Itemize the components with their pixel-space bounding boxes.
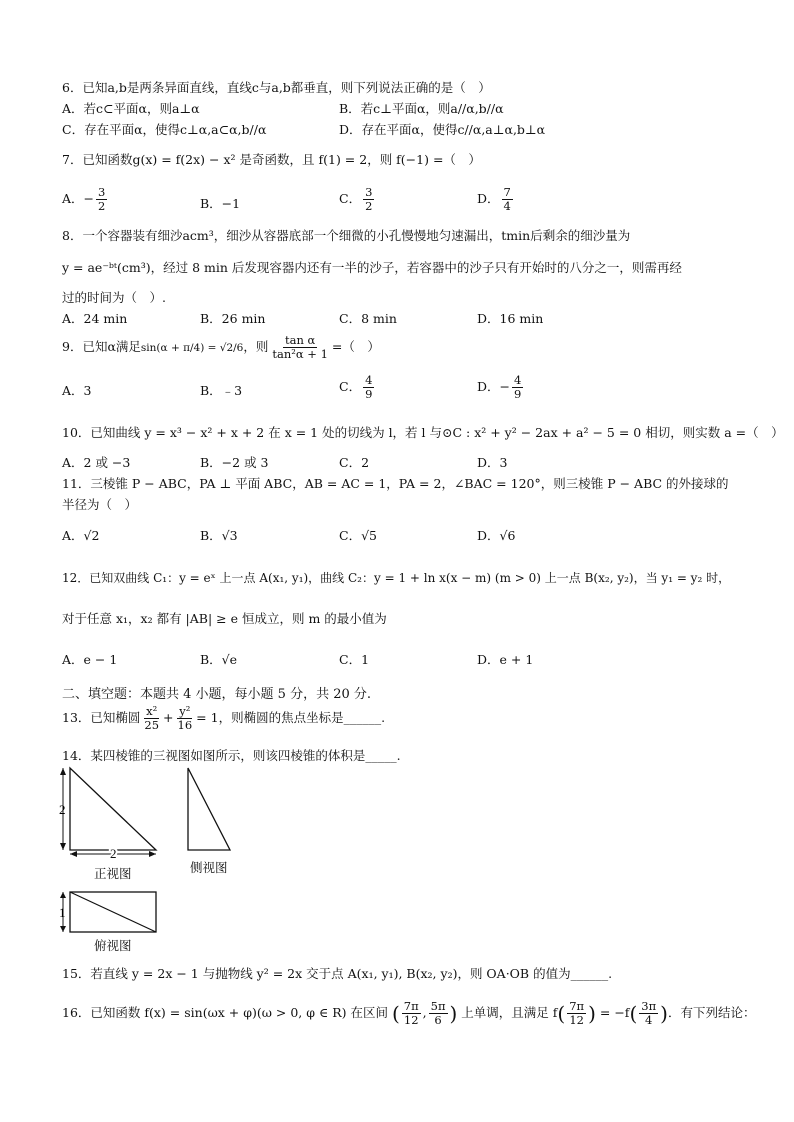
q10-option-a: A．2 或 −3 <box>62 455 131 470</box>
side-view-caption: 侧视图 <box>190 860 228 875</box>
q6-stem: 6．已知a,b是两条异面直线，直线c与a,b都垂直，则下列说法正确的是（ ） <box>62 80 491 95</box>
top-view-diagram <box>58 888 162 938</box>
q8-line3: 过的时间为（ ）. <box>62 290 166 305</box>
q11-option-d: D．√6 <box>477 528 516 543</box>
q8-stem: 8．一个容器装有细沙acm³，细沙从容器底部一个细微的小孔慢慢地匀速漏出，tmin后剩余的细沙量为 <box>62 228 631 243</box>
top-depth-label: 1 <box>59 905 66 920</box>
q9-option-b: B．﹣3 <box>200 383 243 398</box>
q12-option-a: A．e − 1 <box>62 652 118 667</box>
q6-option-d: D．存在平面α，使得c//α,a⊥α,b⊥α <box>339 122 546 137</box>
q8-option-c: C．8 min <box>339 311 397 326</box>
q7-option-d: D． $\frac{7}{4}$ <box>477 185 511 213</box>
q16-stem: 16．已知函数 f(x) = sin(ωx + φ)(ω > 0, φ ∈ R) 在区间 ( $\frac{7\pi}{12}$ , $\frac{5\pi}{6}$ ) 上单调，且满足 f( $\frac{7\pi}{12}$ ) = −f( $\frac{3\pi}{4}$ )．有下列结论： <box>62 999 756 1027</box>
q14-stem: 14．某四棱锥的三视图如图所示，则该四棱锥的体积是_____. <box>62 748 401 763</box>
q7-option-a: A．− $\frac{3}{2}$ <box>62 185 106 213</box>
q12-option-b: B．√e <box>200 652 238 667</box>
q10-option-c: C．2 <box>339 455 370 470</box>
q15-stem: 15．若直线 y = 2x − 1 与抛物线 y² = 2x 交于点 A(x₁, y₁), B(x₂, y₂)，则 OA·OB 的值为______. <box>62 966 613 981</box>
q11-option-c: C．√5 <box>339 528 377 543</box>
q9-option-c: C． $\frac{4}{9}$ <box>339 373 373 401</box>
front-height-label: 2 <box>59 802 66 817</box>
q12-option-c: C．1 <box>339 652 370 667</box>
q11-option-b: B．√3 <box>200 528 238 543</box>
front-view-caption: 正视图 <box>94 866 132 881</box>
q10-option-b: B．−2 或 3 <box>200 455 269 470</box>
q9-option-d: D．− $\frac{4}{9}$ <box>477 373 522 401</box>
q8-option-d: D．16 min <box>477 311 544 326</box>
q9-option-a: A．3 <box>62 383 92 398</box>
front-view-diagram <box>58 764 162 860</box>
q11-stem: 11．三棱锥 P − ABC，PA ⊥ 平面 ABC，AB = AC = 1，PA = 2，∠BAC = 120°，则三棱锥 P − ABC 的外接球的 <box>62 476 729 491</box>
q8-option-a: A．24 min <box>62 311 128 326</box>
q10-stem: 10．已知曲线 y = x³ − x² + x + 2 在 x = 1 处的切线为 l，若 l 与⊙C : x² + y² − 2ax + a² − 5 = 0 相切，则实数 a =（ ） <box>62 425 784 440</box>
front-width-label: 2 <box>110 846 117 860</box>
q7-stem: 7．已知函数g(x) = f(2x) − x² 是奇函数，且 f(1) = 2，则 f(−1) =（ ） <box>62 152 481 167</box>
q13-stem: 13．已知椭圆 $\frac{\text{x²}}{25}$ + $\frac{\text{y²}}{16}$ = 1，则椭圆的焦点坐标是______. <box>62 704 386 732</box>
q7-option-c: C． $\frac{3}{2}$ <box>339 185 373 213</box>
q9-stem: 9．已知α满足sin(α + π/4) = √2/6，则 $\frac{\text{tan α}}{\text{tan²α + 1}}$ =（ ） <box>62 333 380 361</box>
q12-option-d: D．e + 1 <box>477 652 534 667</box>
section-heading: 二、填空题：本题共 4 小题，每小题 5 分，共 20 分. <box>62 687 372 702</box>
q6-option-a: A．若c⊂平面α，则a⊥α <box>62 101 200 116</box>
q12-stem: 12．已知双曲线 C₁：y = eˣ 上一点 A(x₁, y₁)，曲线 C₂：y = 1 + ln x(x − m) (m > 0) 上一点 B(x₂, y₂)，当 y₁ = y₂ 时， <box>62 571 731 585</box>
q9-condition: sin(α + π/4) = √2/6 <box>140 342 244 354</box>
q12-line2: 对于任意 x₁，x₂ 都有 |AB| ≥ e 恒成立，则 m 的最小值为 <box>62 611 387 626</box>
q10-option-d: D．3 <box>477 455 508 470</box>
side-view-diagram <box>182 764 234 854</box>
q11-option-a: A．√2 <box>62 528 100 543</box>
q11-line2: 半径为（ ） <box>62 497 138 512</box>
q8-option-b: B．26 min <box>200 311 266 326</box>
q7-option-b: B．−1 <box>200 196 241 211</box>
q6-option-b: B．若c⊥平面α，则a//α,b//α <box>339 101 504 116</box>
q6-option-c: C．存在平面α，使得c⊥α,a⊂α,b//α <box>62 122 267 137</box>
top-view-caption: 俯视图 <box>94 938 132 953</box>
q8-line2: y = ae⁻ᵇᵗ(cm³)，经过 8 min 后发现容器内还有一半的沙子，若容器中的沙子只有开始时的八分之一，则需再经 <box>62 260 682 275</box>
